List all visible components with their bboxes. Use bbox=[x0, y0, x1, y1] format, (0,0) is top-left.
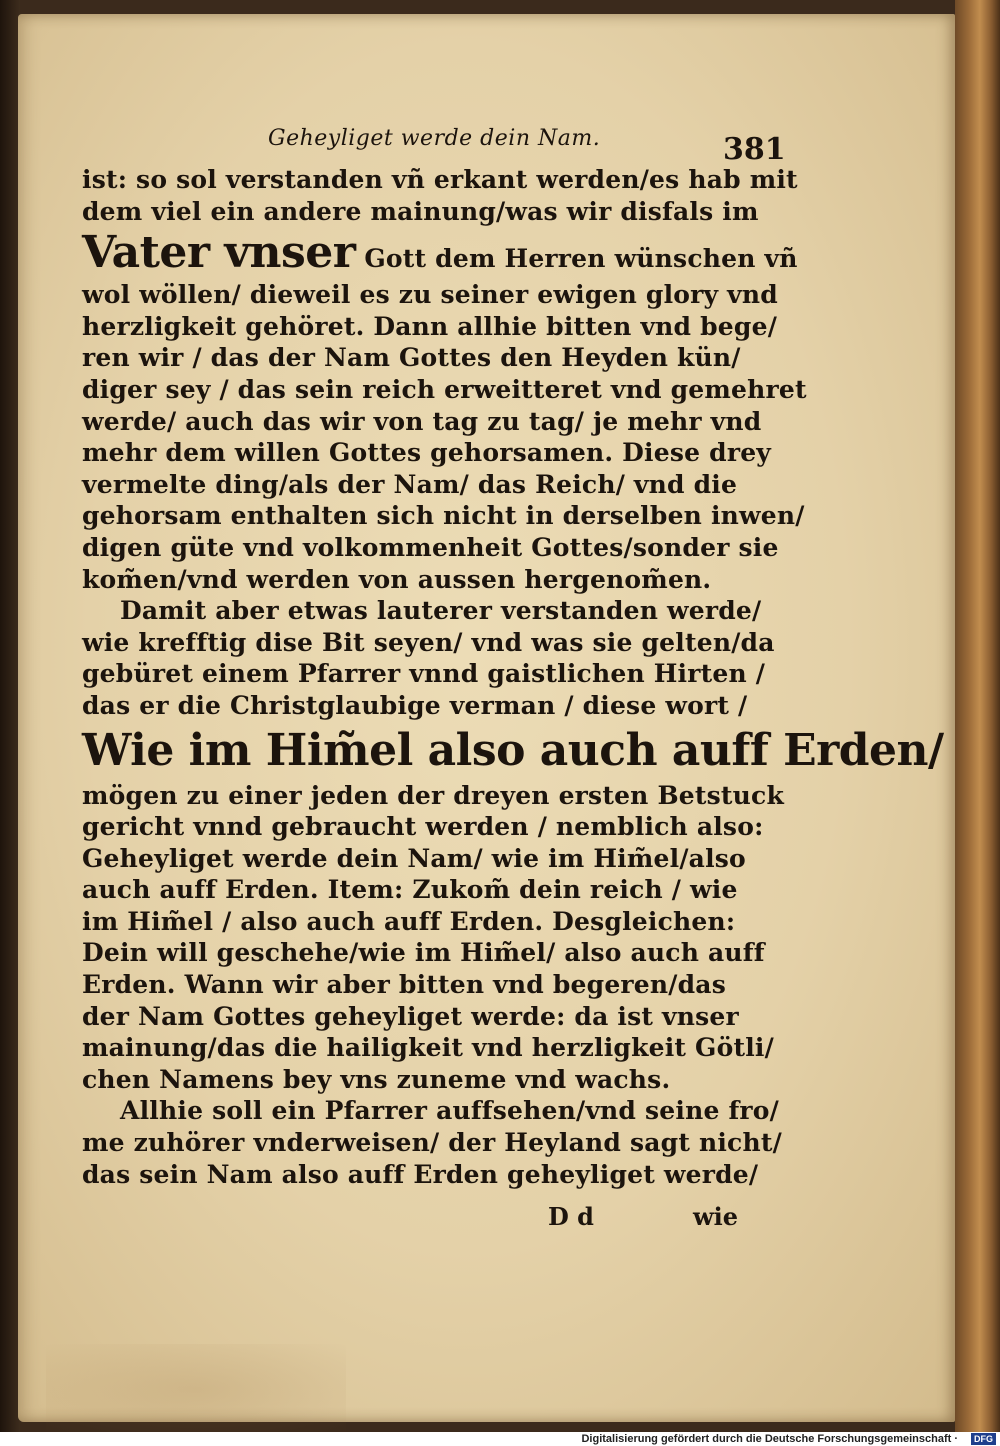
text-line: mehr dem willen Gottes gehorsamen. Diese drey bbox=[82, 438, 772, 468]
running-head: Geheyliget werde dein Nam. bbox=[268, 126, 601, 151]
text-line: Geheyliget werde dein Nam/ wie im Him̃el/also bbox=[82, 843, 746, 873]
text-line: das sein Nam also auff Erden geheyliget werde/ bbox=[82, 1159, 759, 1189]
text-line: werde/ auch das wir von tag zu tag/ je mehr vnd bbox=[82, 406, 762, 436]
page-gutter-shadow bbox=[0, 0, 20, 1432]
text-line: der Nam Gottes geheyliget werde: da ist vnser bbox=[82, 1001, 739, 1031]
text-line: ist: so sol verstanden vñ erkant werden/es hab mit bbox=[82, 165, 798, 194]
text-line: im Him̃el / also auch auff Erden. Desgleichen: bbox=[82, 906, 736, 936]
text-line-rest: Gott dem Herren wünschen vñ bbox=[364, 244, 798, 274]
text-line bbox=[82, 227, 798, 279]
text-line: chen Namens bey vns zuneme vnd wachs. bbox=[82, 1064, 671, 1094]
text-line: wol wöllen/ dieweil es zu seiner ewigen glory vnd bbox=[82, 280, 778, 310]
text-line: mainung/das die hailigkeit vnd herzligkeit Götli/ bbox=[82, 1033, 774, 1063]
text-line: mögen zu einer jeden der dreyen ersten Betstuck bbox=[82, 780, 784, 810]
text-line: Dein will geschehe/wie im Him̃el/ also auch auff bbox=[82, 938, 765, 968]
emphasized-phrase: Vater vnser bbox=[82, 227, 356, 279]
body-text bbox=[82, 164, 944, 1190]
text-line: me zuhörer vnderweisen/ der Heyland sagt nicht/ bbox=[82, 1128, 782, 1158]
text-line: auch auff Erden. Item: Zukom̃ dein reich / wie bbox=[82, 875, 738, 905]
text-line: gebüret einem Pfarrer vnnd gaistlichen Hirten / bbox=[82, 659, 766, 689]
text-line: vermelte ding/als der Nam/ das Reich/ vnd die bbox=[82, 469, 738, 499]
catchword: wie bbox=[692, 1202, 738, 1231]
signature-mark: D d bbox=[548, 1202, 594, 1231]
text-line: kom̃en/vnd werden von aussen hergenom̃en. bbox=[82, 564, 712, 594]
text-line: Damit aber etwas lauterer verstanden werde/ bbox=[120, 596, 762, 626]
text-line: diger sey / das sein reich erweitteret vnd gemehret bbox=[82, 374, 807, 404]
paper-stain bbox=[46, 1344, 346, 1434]
text-line: digen güte vnd volkommenheit Gottes/sonder sie bbox=[82, 532, 779, 562]
text-line: das er die Christglaubige verman / diese wort / bbox=[82, 690, 748, 720]
dfg-logo: DFG bbox=[971, 1433, 996, 1445]
text-line: Allhie soll ein Pfarrer auffsehen/vnd seine fro/ bbox=[120, 1096, 780, 1126]
book-spine-edge bbox=[955, 0, 1000, 1432]
page-number: 381 bbox=[723, 132, 786, 167]
text-line: dem viel ein andere mainung/was wir disfals im bbox=[82, 196, 759, 226]
text-line: gericht vnnd gebraucht werden / nemblich also: bbox=[82, 812, 764, 842]
text-line: ren wir / das der Nam Gottes den Heyden kün/ bbox=[82, 343, 741, 373]
book-page bbox=[18, 14, 955, 1422]
text-line: gehorsam enthalten sich nicht in derselben inwen/ bbox=[82, 501, 805, 531]
text-line: herzligkeit gehöret. Dann allhie bitten vnd bege/ bbox=[82, 311, 778, 341]
text-line: wie krefftig dise Bit seyen/ vnd was sie gelten/da bbox=[82, 627, 775, 657]
funding-credit: Digitalisierung gefördert durch die Deutsche Forschungsgemeinschaft · bbox=[581, 1433, 958, 1445]
text-line: Erden. Wann wir aber bitten vnd begeren/das bbox=[82, 970, 726, 1000]
display-line: Wie im Him̃el also auch auff Erden/ bbox=[82, 724, 944, 776]
catchword-line bbox=[548, 1202, 738, 1231]
